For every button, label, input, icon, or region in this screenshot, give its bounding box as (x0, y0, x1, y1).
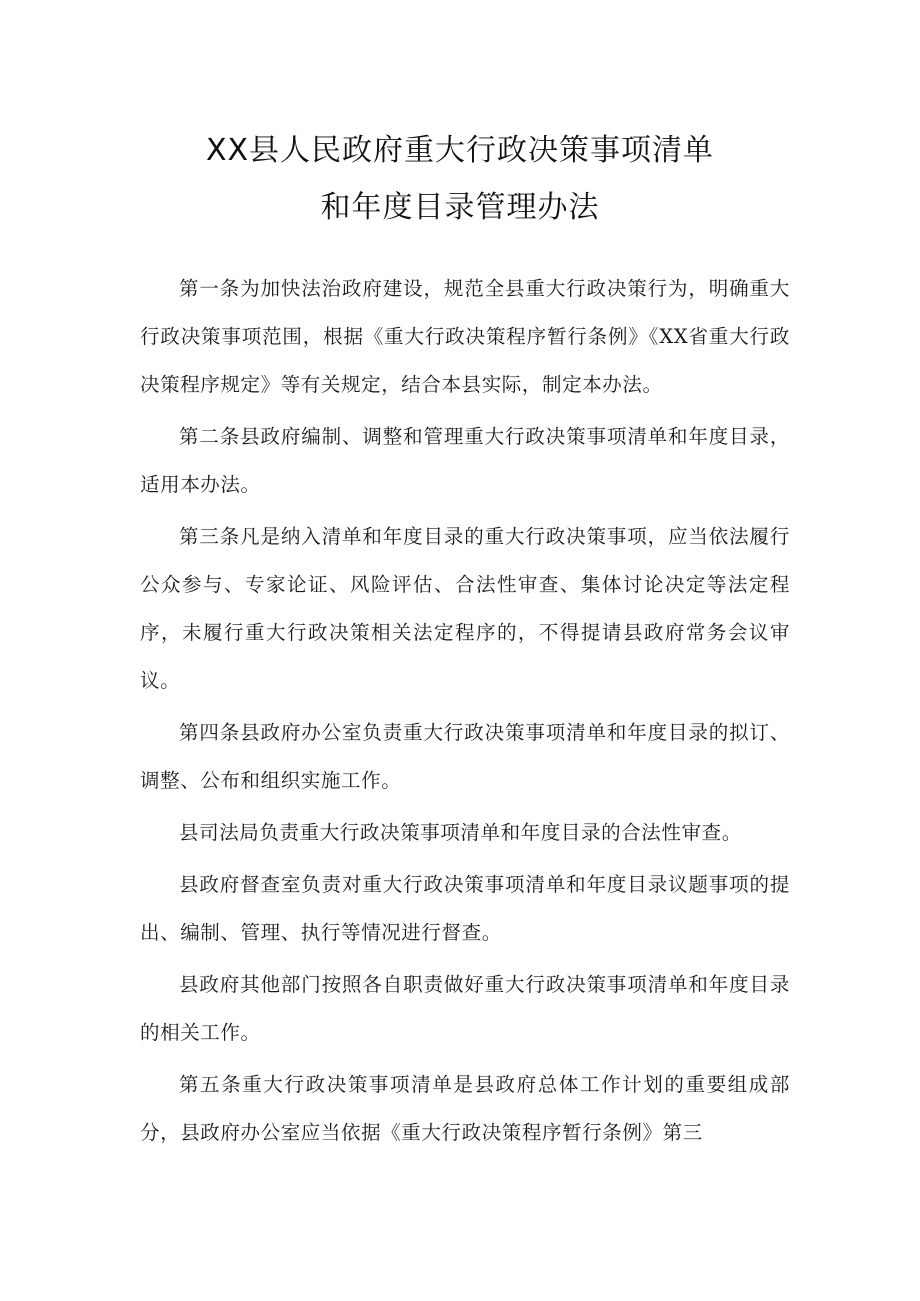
paragraph-other-departments: 县政府其他部门按照各自职责做好重大行政决策事项清单和年度目录的相关工作。 (140, 973, 790, 1044)
paragraph-article-1: 第一条为加快法治政府建设，规范全县重大行政决策行为，明确重大行政决策事项范围，根据《重大行政决策程序暂行条例》《XX省重大行政决策程序规定》等有关规定，结合本县实际，制定本办法。 (140, 277, 790, 396)
paragraph-article-3: 第三条凡是纳入清单和年度目录的重大行政决策事项，应当依法履行公众参与、专家论证、风险评估、合法性审查、集体讨论决定等法定程序，未履行重大行政决策相关法定程序的，不得提请县政府常务会议审议。 (140, 525, 790, 692)
paragraph-inspection-office: 县政府督查室负责对重大行政决策事项清单和年度目录议题事项的提出、编制、管理、执行等情况进行督查。 (140, 873, 790, 944)
document-title-line-1: XX县人民政府重大行政决策事项清单 (205, 133, 715, 168)
document-title-line-2: 和年度目录管理办法 (320, 190, 600, 225)
document-body (140, 265, 790, 1161)
paragraph-article-4: 第四条县政府办公室负责重大行政决策事项清单和年度目录的拟订、调整、公布和组织实施工作。 (140, 721, 790, 792)
paragraph-justice-bureau: 县司法局负责重大行政决策事项清单和年度目录的合法性审查。 (179, 821, 742, 844)
paragraph-article-2: 第二条县政府编制、调整和管理重大行政决策事项清单和年度目录，适用本办法。 (140, 425, 790, 496)
paragraph-article-5: 第五条重大行政决策事项清单是县政府总体工作计划的重要组成部分，县政府办公室应当依据《重大行政决策程序暂行条例》第三 (140, 1073, 790, 1144)
